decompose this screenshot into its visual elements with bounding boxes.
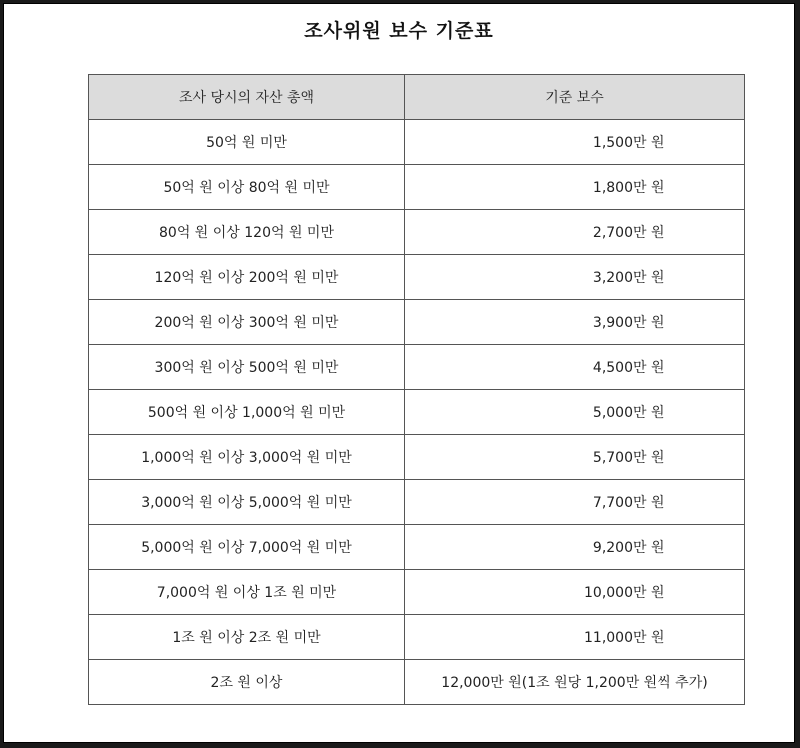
fee-cell <box>405 570 745 615</box>
fee-value: 7,700만 원 <box>592 495 665 511</box>
asset-range-cell: 120억 원 이상 200억 원 미만 <box>89 255 405 300</box>
table-header-row <box>89 75 745 120</box>
fee-cell <box>405 345 745 390</box>
fee-cell <box>405 480 745 525</box>
asset-range-cell: 2조 원 이상 <box>89 660 405 705</box>
document-page <box>3 3 795 743</box>
fee-value: 5,000만 원 <box>592 405 665 421</box>
table-row <box>89 210 745 255</box>
asset-range-cell: 500억 원 이상 1,000억 원 미만 <box>89 390 405 435</box>
table-row <box>89 480 745 525</box>
fee-cell <box>405 255 745 300</box>
fee-value: 11,000만 원 <box>584 630 665 646</box>
fee-cell <box>405 435 745 480</box>
fee-value: 1,500만 원 <box>592 135 665 151</box>
table-row <box>89 255 745 300</box>
fee-cell <box>405 615 745 660</box>
table-row <box>89 300 745 345</box>
fee-cell <box>405 165 745 210</box>
fee-cell <box>405 120 745 165</box>
table-row <box>89 660 745 705</box>
table-row <box>89 165 745 210</box>
fee-value: 9,200만 원 <box>592 540 665 556</box>
asset-range-cell: 3,000억 원 이상 5,000억 원 미만 <box>89 480 405 525</box>
fee-value: 3,200만 원 <box>592 270 665 286</box>
document-title: 조사위원 보수 기준표 <box>304 20 494 42</box>
table-row <box>89 435 745 480</box>
header-base-fee: 기준 보수 <box>405 75 745 120</box>
fee-value: 5,700만 원 <box>592 450 665 466</box>
asset-range-cell: 200억 원 이상 300억 원 미만 <box>89 300 405 345</box>
table-row <box>89 615 745 660</box>
asset-range-cell: 300억 원 이상 500억 원 미만 <box>89 345 405 390</box>
table-row <box>89 525 745 570</box>
header-asset-total: 조사 당시의 자산 총액 <box>89 75 405 120</box>
table-row <box>89 570 745 615</box>
fee-value: 4,500만 원 <box>592 360 665 376</box>
fee-value: 1,800만 원 <box>592 180 665 196</box>
fee-value: 2,700만 원 <box>592 225 665 241</box>
asset-range-cell: 5,000억 원 이상 7,000억 원 미만 <box>89 525 405 570</box>
fee-value: 3,900만 원 <box>592 315 665 331</box>
fee-cell <box>405 390 745 435</box>
fee-value: 12,000만 원(1조 원당 1,200만 원씩 추가) <box>441 675 708 691</box>
table-row <box>89 120 745 165</box>
asset-range-cell: 1조 원 이상 2조 원 미만 <box>89 615 405 660</box>
fee-cell <box>405 210 745 255</box>
asset-range-cell: 80억 원 이상 120억 원 미만 <box>89 210 405 255</box>
asset-range-cell: 7,000억 원 이상 1조 원 미만 <box>89 570 405 615</box>
fee-cell <box>405 300 745 345</box>
fee-value: 10,000만 원 <box>584 585 665 601</box>
fee-table <box>88 74 745 705</box>
fee-cell <box>405 525 745 570</box>
asset-range-cell: 1,000억 원 이상 3,000억 원 미만 <box>89 435 405 480</box>
asset-range-cell: 50억 원 이상 80억 원 미만 <box>89 165 405 210</box>
table-row <box>89 390 745 435</box>
fee-cell <box>405 660 745 705</box>
table-row <box>89 345 745 390</box>
asset-range-cell: 50억 원 미만 <box>89 120 405 165</box>
